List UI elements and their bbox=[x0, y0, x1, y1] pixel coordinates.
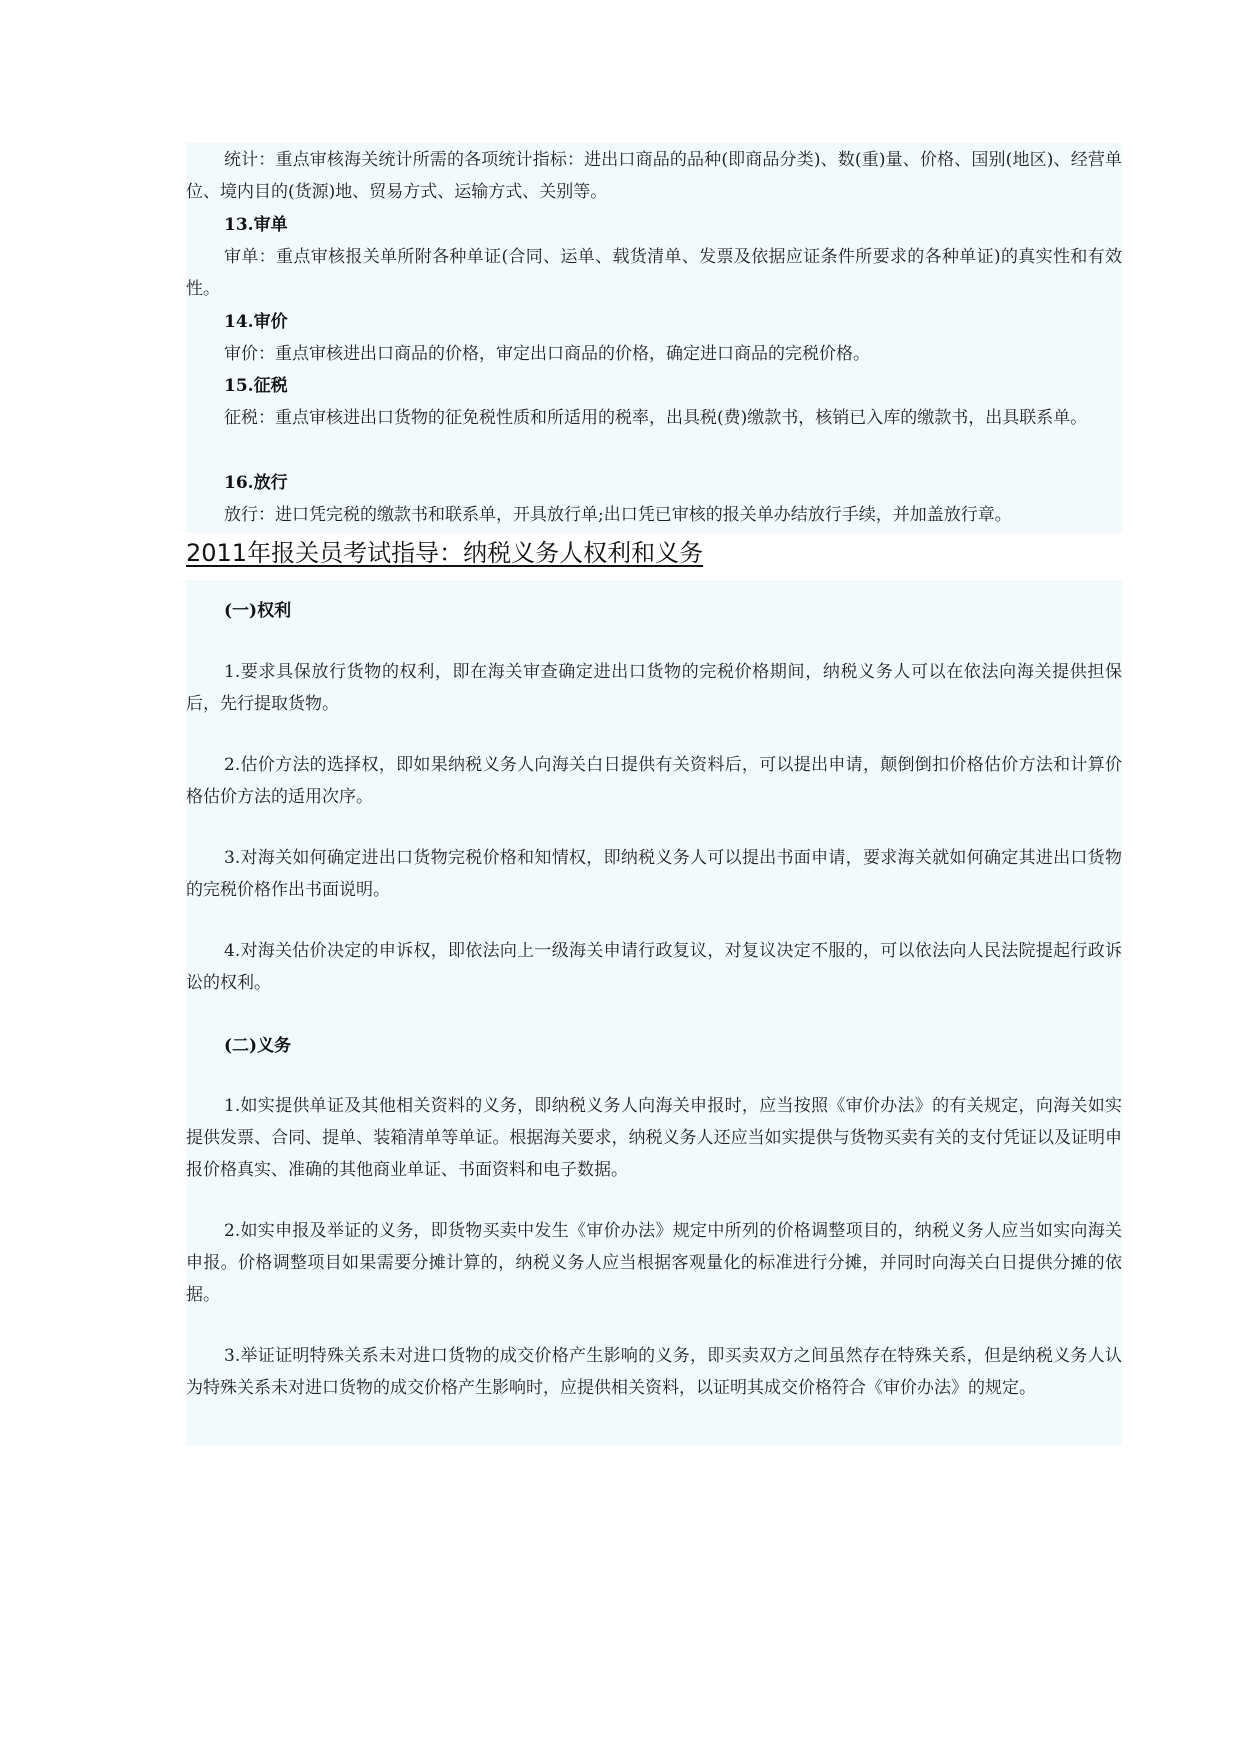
paragraph-right-1: 1.要求具保放行货物的权利，即在海关审查确定进出口货物的完税价格期间，纳税义务人可以在依法向海关提供担保后，先行提取货物。 bbox=[186, 662, 1122, 714]
paragraph-duty-3: 3.举证证明特殊关系未对进口货物的成交价格产生影响的义务，即买卖双方之间虽然存在特殊关系，但是纳税义务人认为特殊关系未对进口货物的成交价格产生影响时，应提供相关资料，以证明其成交价格符合《审价办法》的规定。 bbox=[186, 1346, 1122, 1398]
heading-rights: (一)权利 bbox=[224, 601, 292, 621]
article-title-link[interactable]: 2011年报关员考试指导：纳税义务人权利和义务 bbox=[186, 539, 704, 567]
paragraph-right-2: 2.估价方法的选择权，即如果纳税义务人向海关白日提供有关资料后，可以提出申请，颠倒倒扣价格估价方法和计算价格估价方法的适用次序。 bbox=[186, 755, 1122, 807]
paragraph-release: 放行：进口凭完税的缴款书和联系单，开具放行单;出口凭已审核的报关单办结放行手续，并加盖放行章。 bbox=[224, 505, 1012, 525]
paragraph-levy-tax: 征税：重点审核进出口货物的征免税性质和所适用的税率，出具税(费)缴款书，核销已入库的缴款书，出具联系单。 bbox=[224, 408, 1088, 428]
paragraph-duty-2: 2.如实申报及举证的义务，即货物买卖中发生《审价办法》规定中所列的价格调整项目的，纳税义务人应当如实向海关申报。价格调整项目如果需要分摊计算的，纳税义务人应当根据客观量化的标准进行分摊，并同时向海关白日提供分摊的依据。 bbox=[186, 1221, 1122, 1305]
paragraph-right-3: 3.对海关如何确定进出口货物完税价格和知情权，即纳税义务人可以提出书面申请，要求海关就如何确定其进出口货物的完税价格作出书面说明。 bbox=[186, 848, 1122, 900]
paragraph-review-documents: 审单：重点审核报关单所附各种单证(合同、运单、载货清单、发票及依据应证条件所要求的各种单证)的真实性和有效性。 bbox=[186, 247, 1122, 299]
paragraph-duty-1: 1.如实提供单证及其他相关资料的义务，即纳税义务人向海关申报时，应当按照《审价办法》的有关规定，向海关如实提供发票、合同、提单、装箱清单等单证。根据海关要求，纳税义务人还应当如实提供与货物买卖有关的支付凭证以及证明申报价格真实、准确的其他商业单证、书面资料和电子数据。 bbox=[186, 1096, 1122, 1180]
heading-16-release: 16.放行 bbox=[224, 473, 288, 493]
heading-13-review-documents: 13.审单 bbox=[224, 215, 288, 235]
heading-duties: (二)义务 bbox=[224, 1036, 292, 1056]
paragraph-review-price: 审价：重点审核进出口商品的价格，审定出口商品的价格，确定进口商品的完税价格。 bbox=[224, 344, 870, 364]
paragraph-right-4: 4.对海关估价决定的申诉权，即依法向上一级海关申请行政复议，对复议决定不服的，可以依法向人民法院提起行政诉讼的权利。 bbox=[186, 941, 1122, 993]
heading-15-levy-tax: 15.征税 bbox=[224, 376, 288, 396]
heading-14-review-price: 14.审价 bbox=[224, 312, 288, 332]
paragraph-statistics: 统计：重点审核海关统计所需的各项统计指标：进出口商品的品种(即商品分类)、数(重)量、价格、国别(地区)、经营单位、境内目的(货源)地、贸易方式、运输方式、关别等。 bbox=[186, 150, 1122, 202]
